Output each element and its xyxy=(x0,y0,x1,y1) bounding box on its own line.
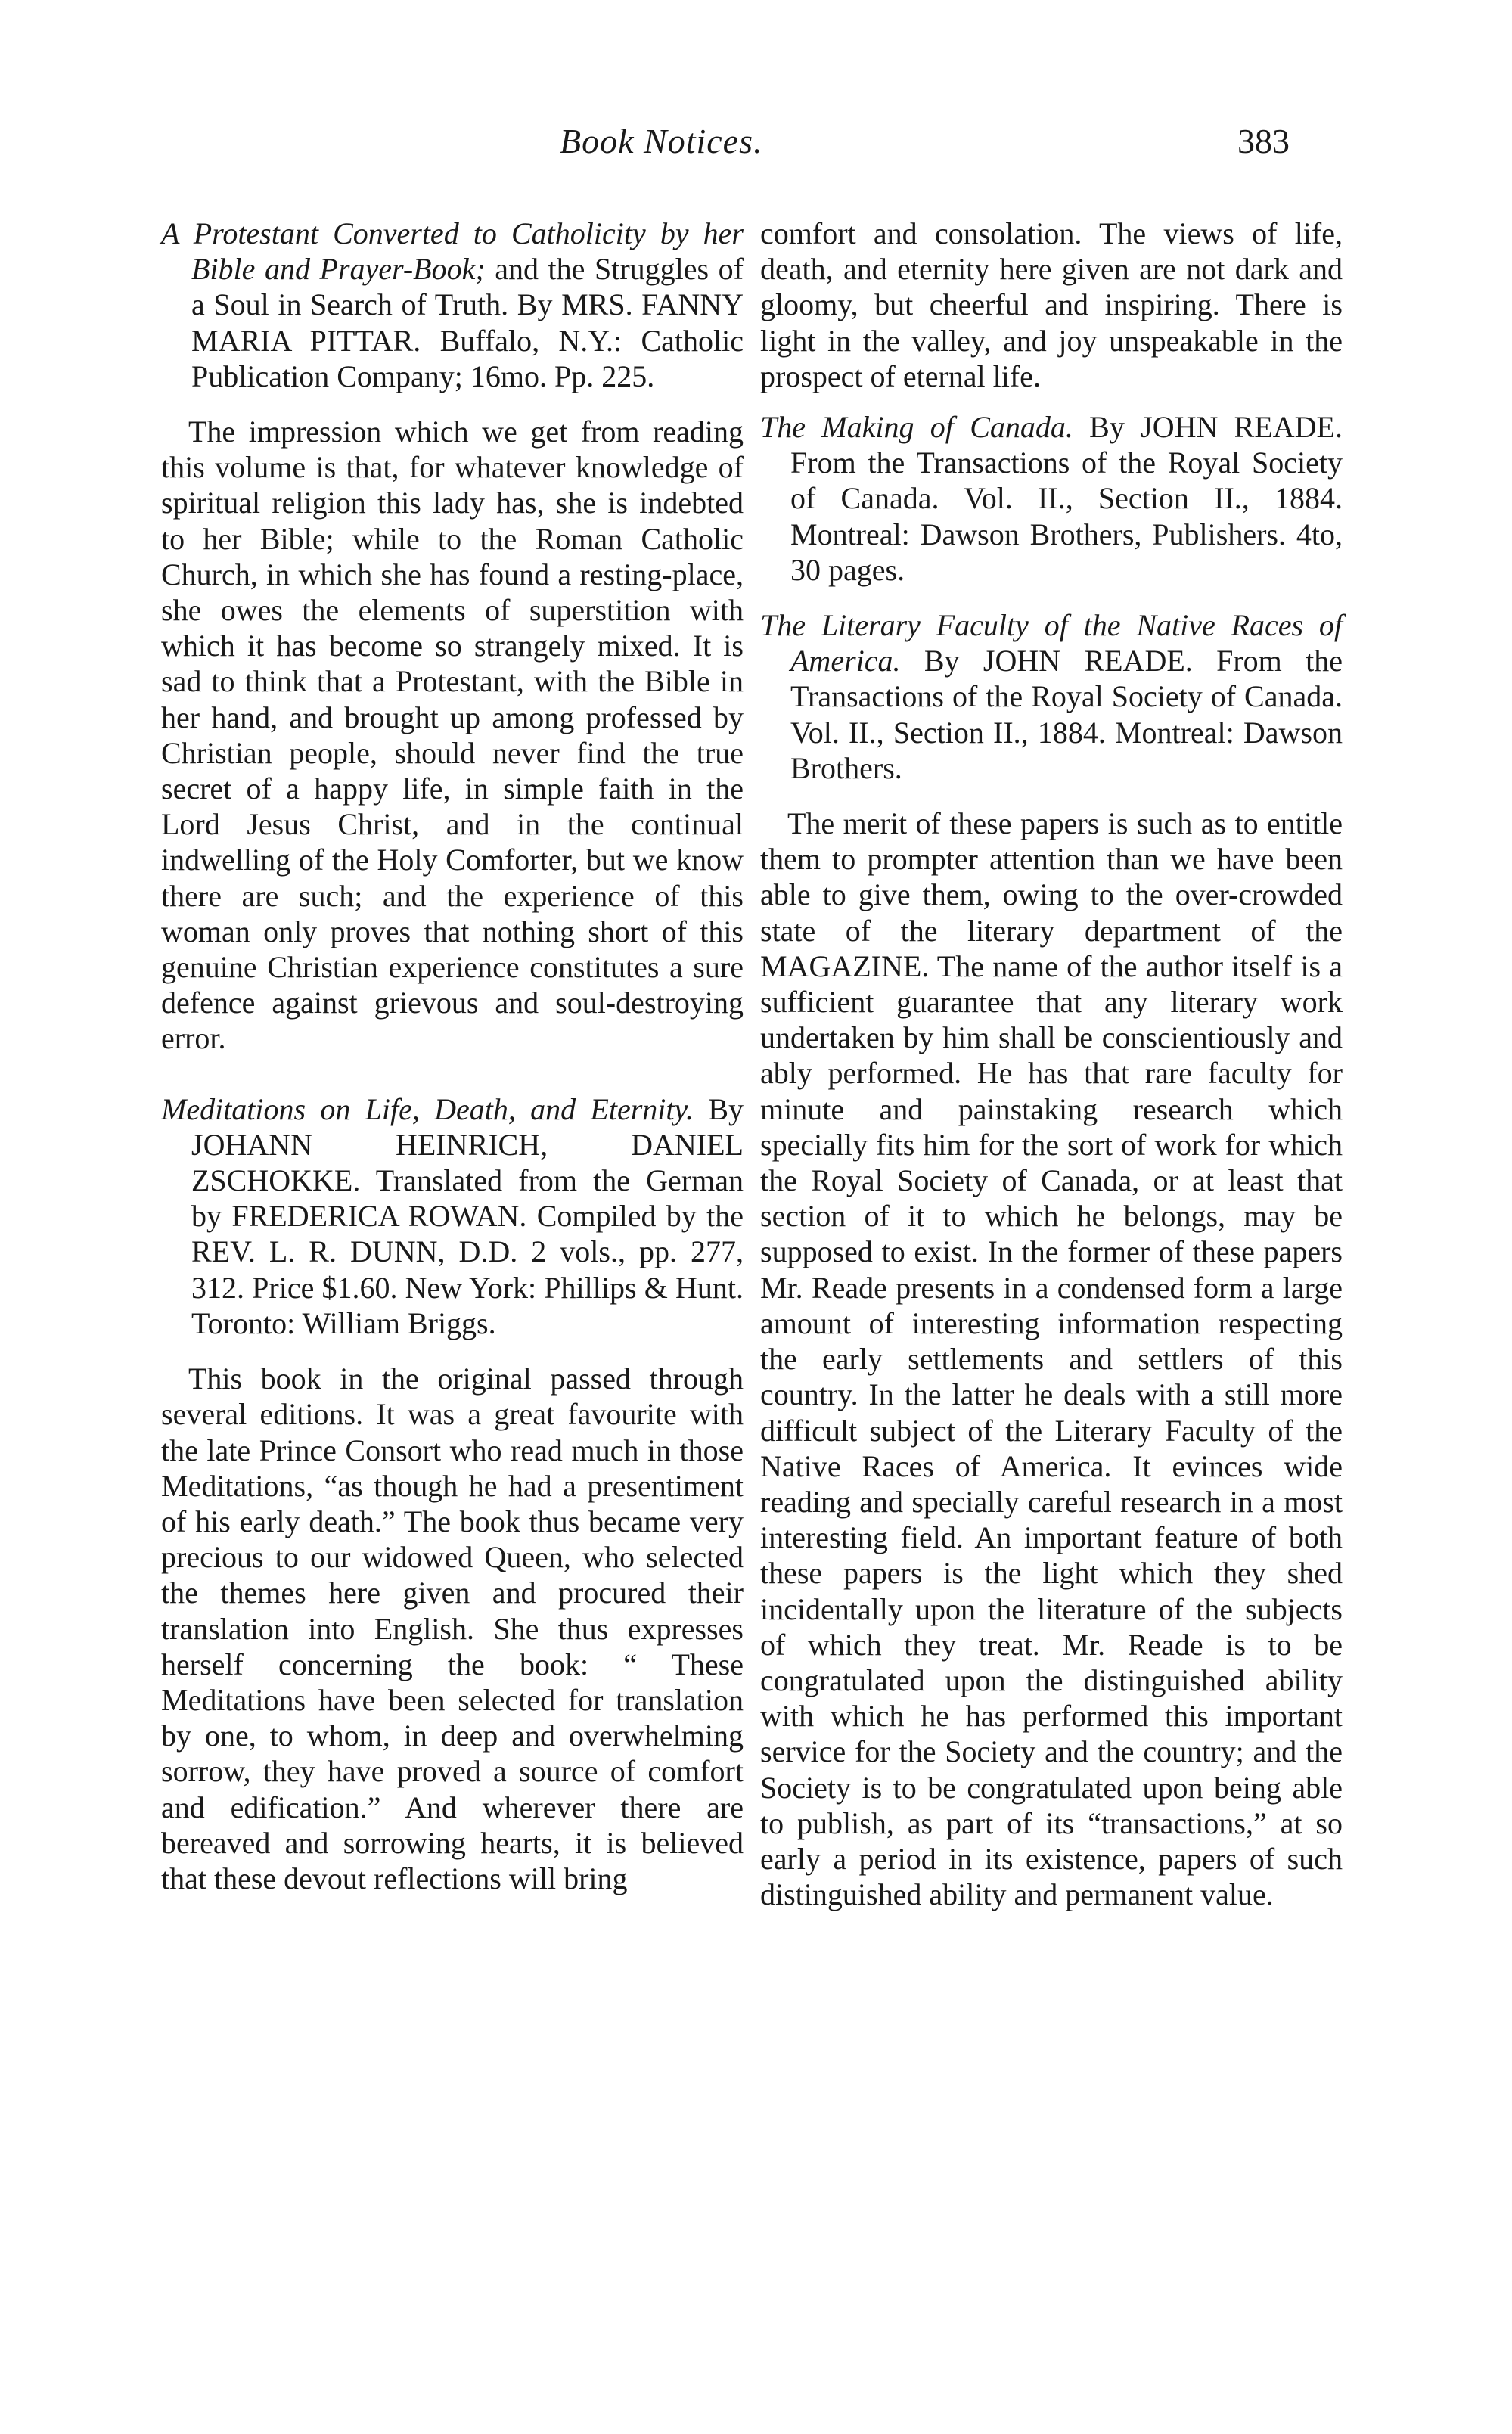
book-notice-literary-faculty xyxy=(760,607,1343,786)
book-notice-protestant-converted xyxy=(161,216,744,394)
book-title: A Protestant Converted to Catholicity by her Bible and Prayer-Book; xyxy=(161,216,744,287)
publication-details: By JOHN READE. From the Transactions of the Royal Society of Canada. Vol. II., Section II., 1884. Montreal: Dawson Brothers, Publishers. 4to, 30 pages. xyxy=(790,410,1343,587)
review-paragraph: The impression which we get from reading this volume is that, for whatever knowledge of spiritual religion this lady has, she is indebted to her Bible; while to the Roman Catholic Church, in which she has found a resting-place, she owes the elements of superstition with which it has become so strangely mixed. It is sad to think that a Protestant, with the Bible in her hand, and brought up among professed by Christian people, should never find the true secret of a happy life, in simple faith in the Lord Jesus Christ, and in the continual indwelling of the Holy Comforter, but we know there are such; and the experience of this woman only proves that nothing short of this genuine Christian experience constitutes a sure defence against grievous and soul-destroying error. xyxy=(161,414,744,1056)
book-notice-making-of-canada xyxy=(760,409,1343,588)
running-head: Book Notices. xyxy=(560,122,763,160)
book-notice-meditations xyxy=(161,1091,744,1341)
review-paragraph-continued: comfort and consolation. The views of life, death, and eternity here given are not dark and gloomy, but cheerful and inspiring. There is light in the valley, and joy unspeakable in the prospect of eternal life. xyxy=(760,216,1343,393)
book-title: Meditations on Life, Death, and Eternity. xyxy=(161,1091,694,1126)
left-column xyxy=(161,216,744,1931)
review-paragraph: The merit of these papers is such as to entitle them to prompter attention than we have been able to give them, owing to the over-crowded state of the literary department of the MAGAZINE. The name of the author itself is a sufficient guarantee that any literary work undertaken by him shall be conscientiously and ably performed. He has that rare faculty for minute and painstaking research which specially fits him for the sort of work for which the Royal Society of Canada, or at least that section of it to which he belongs, may be supposed to exist. In the former of these papers Mr. Reade presents in a condensed form a large amount of interesting information respecting the early settlements and settlers of this country. In the latter he deals with a still more difficult subject of the Literary Faculty of the Native Races of America. It evinces wide reading and specially careful research in a most interesting field. An important feature of both these papers is the light which they shed incidentally upon the literature of the subjects of which they treat. Mr. Reade is to be congratulated upon the distinguished ability with which he has performed this important service for the Society and the country; and the Society is to be congratulated upon being able to publish, as part of its “transactions,” at so early a period in its existence, papers of such distinguished ability and permanent value. xyxy=(760,806,1343,1912)
page-number: 383 xyxy=(1237,122,1290,160)
right-column xyxy=(760,216,1343,1927)
publication-details: By JOHN READE. From the Transactions of the Royal Society of Canada. Vol. II., Section II., 1884. Montreal: Dawson Brothers. xyxy=(790,644,1343,785)
book-title: The Making of Canada. xyxy=(760,410,1073,445)
book-title: The Literary Faculty of the Native Races of America. xyxy=(760,608,1343,678)
publication-details: and the Struggles of a Soul in Search of Truth. By MRS. FANNY MARIA PITTAR. Buffalo, N.Y.: Catholic Publication Company; 16mo. Pp. 225. xyxy=(191,252,744,393)
review-paragraph: This book in the original passed through several editions. It was a great favourite with the late Prince Consort who read much in those Meditations, “as though he had a presentiment of his early death.” The book thus became very precious to our widowed Queen, who selected the themes here given and procured their translation into English. She thus expresses herself concerning the book: “ These Meditations have been selected for translation by one, to whom, in deep and overwhelming sorrow, they have proved a source of comfort and edification.” And wherever there are bereaved and sorrowing hearts, it is believed that these devout reflections will bring xyxy=(161,1361,744,1895)
publication-details: By JOHANN HEINRICH, DANIEL ZSCHOKKE. Translated from the German by FREDERICA ROWAN. Compiled by the REV. L. R. DUNN, D.D. 2 vols., pp. 277, 312. Price $1.60. New York: Phillips & Hunt. Toronto: William Briggs. xyxy=(191,1091,744,1340)
